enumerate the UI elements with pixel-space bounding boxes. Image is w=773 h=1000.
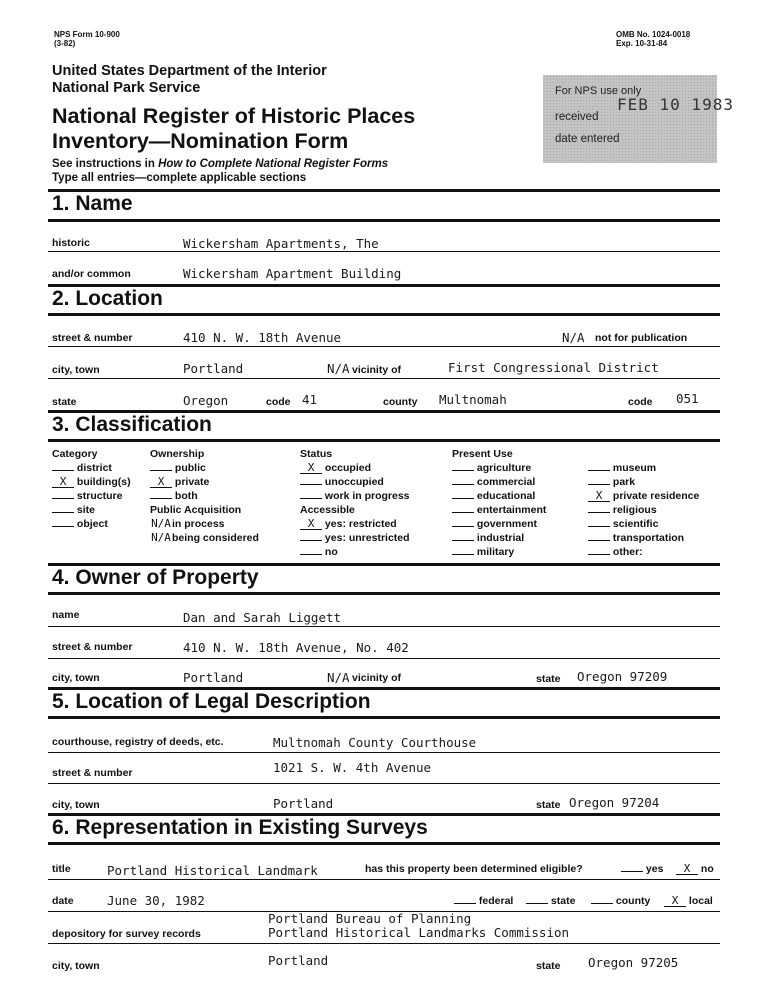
section-2-title: 2. Location [52, 287, 163, 310]
eligible-yes-option[interactable]: yes [621, 863, 663, 875]
section-6-title: 6. Representation in Existing Surveys [52, 816, 428, 839]
field-line [48, 251, 720, 252]
service-name: National Park Service [52, 80, 201, 96]
owner-vicinity-label: vicinity of [352, 672, 402, 684]
section-3-title: 3. Classification [52, 413, 212, 436]
ownership-heading: Ownership [150, 448, 205, 460]
accessible-option-unrestricted[interactable]: yes: unrestricted [300, 531, 410, 545]
department-name: United States Department of the Interior [52, 63, 327, 79]
street-number-field[interactable]: 410 N. W. 18th Avenue [183, 330, 342, 345]
use-option-industrial[interactable]: industrial [452, 531, 546, 545]
legal-street-field[interactable]: 1021 S. W. 4th Avenue [273, 760, 432, 775]
depository-label: depository for survey records [52, 928, 201, 940]
depository-state-label: state [536, 960, 561, 972]
present-use-heading: Present Use [452, 448, 513, 460]
courthouse-field[interactable]: Multnomah County Courthouse [273, 735, 477, 750]
instructions-line2: Type all entries—complete applicable sections [52, 172, 307, 184]
ownership-option-private[interactable]: X private [150, 475, 259, 489]
county-field[interactable]: Multnomah [439, 392, 507, 407]
use-option-educational[interactable]: educational [452, 489, 546, 503]
level-federal-option[interactable]: federal [454, 895, 513, 907]
received-stamp: FEB 10 1983 [617, 95, 734, 114]
ownership-option-public[interactable]: public [150, 461, 259, 475]
congressional-district-field[interactable]: First Congressional District [448, 360, 659, 375]
section-4-title: 4. Owner of Property [52, 566, 259, 589]
historic-name-field[interactable]: Wickersham Apartments, The [183, 236, 379, 251]
county-code-label: code [628, 396, 653, 408]
section-rule [48, 592, 720, 595]
state-code-field[interactable]: 41 [302, 392, 318, 407]
category-list [52, 461, 131, 531]
field-line [48, 783, 720, 784]
owner-street-label: street & number [52, 641, 133, 653]
date-entered-label: date entered [555, 133, 620, 145]
common-name-field[interactable]: Wickersham Apartment Building [183, 266, 402, 281]
owner-city-label: city, town [52, 672, 100, 684]
acquisition-option-being-considered[interactable]: N/Abeing considered [151, 531, 259, 544]
owner-state-field[interactable]: Oregon 97209 [577, 669, 668, 684]
legal-city-field[interactable]: Portland [273, 796, 334, 811]
status-list [300, 461, 410, 559]
state-code-label: code [266, 396, 291, 408]
owner-vicinity-mark[interactable]: N/A [327, 670, 350, 685]
status-option-unoccupied[interactable]: unoccupied [300, 475, 410, 489]
eligibility-question: has this property been determined eligible? [365, 863, 583, 875]
acquisition-option-in-process[interactable]: N/Ain process [151, 517, 225, 530]
historic-label: historic [52, 237, 90, 249]
survey-title-label: title [52, 863, 71, 875]
use-option-government[interactable]: government [452, 517, 546, 531]
nps-use-only-box [543, 75, 734, 163]
category-option-district[interactable]: district [52, 461, 131, 475]
section-1-title: 1. Name [52, 192, 133, 215]
use-option-commercial[interactable]: commercial [452, 475, 546, 489]
depository-state-field[interactable]: Oregon 97205 [588, 955, 679, 970]
accessible-option-restricted[interactable]: X yes: restricted [300, 517, 410, 531]
use-option-entertainment[interactable]: entertainment [452, 503, 546, 517]
use-option-museum[interactable]: museum [588, 461, 699, 475]
form-title-line1: National Register of Historic Places [52, 104, 416, 128]
form-title-line2: Inventory—Nomination Form [52, 129, 349, 153]
field-line [48, 626, 720, 627]
field-line [48, 879, 720, 880]
legal-street-label: street & number [52, 767, 133, 779]
level-county-option[interactable]: county [591, 895, 650, 907]
instructions-line1: See instructions in How to Complete National Register Forms [52, 158, 389, 170]
present-use-list-1 [452, 461, 546, 559]
use-option-agriculture[interactable]: agriculture [452, 461, 546, 475]
not-for-publication-mark[interactable]: N/A [562, 330, 585, 345]
field-line [48, 378, 720, 379]
use-option-transportation[interactable]: transportation [588, 531, 699, 545]
status-option-work-in-progress[interactable]: work in progress [300, 489, 410, 503]
form-date: (3-82) [54, 39, 76, 48]
received-label: received [555, 111, 599, 123]
field-line [48, 943, 720, 944]
use-option-scientific[interactable]: scientific [588, 517, 699, 531]
nps-box-heading: For NPS use only [555, 85, 642, 97]
use-option-park[interactable]: park [588, 475, 699, 489]
vicinity-label: vicinity of [352, 364, 402, 376]
section-5-title: 5. Location of Legal Description [52, 690, 371, 713]
category-option-buildings[interactable]: X building(s) [52, 475, 131, 489]
use-option-religious[interactable]: religious [588, 503, 699, 517]
category-option-object[interactable]: object [52, 517, 131, 531]
county-label: county [383, 396, 418, 408]
depository-city-field[interactable]: Portland [268, 953, 329, 968]
county-code-field[interactable]: 051 [676, 391, 699, 406]
survey-date-label: date [52, 895, 74, 907]
level-state-option[interactable]: state [526, 895, 575, 907]
state-label: state [52, 396, 77, 408]
use-option-military[interactable]: military [452, 545, 546, 559]
section-rule [48, 716, 720, 719]
owner-name-label: name [52, 609, 80, 621]
present-use-list-2 [588, 461, 699, 559]
eligible-no-option[interactable]: X no [676, 863, 714, 875]
state-field[interactable]: Oregon [183, 393, 229, 408]
legal-state-field[interactable]: Oregon 97204 [569, 795, 660, 810]
accessible-heading: Accessible [300, 504, 355, 516]
survey-title-field[interactable]: Portland Historical Landmark [107, 863, 318, 878]
city-town-field[interactable]: Portland [183, 361, 244, 376]
form-number: NPS Form 10-900 [54, 30, 120, 39]
depository-city-label: city, town [52, 960, 100, 972]
survey-date-field[interactable]: June 30, 1982 [107, 893, 205, 908]
section-rule [48, 313, 720, 316]
depository-field-line1[interactable]: Portland Bureau of Planning [268, 911, 472, 926]
courthouse-label: courthouse, registry of deeds, etc. [52, 736, 224, 748]
omb-number: OMB No. 1024-0018 [616, 30, 691, 39]
owner-name-field[interactable]: Dan and Sarah Liggett [183, 610, 342, 625]
category-option-site[interactable]: site [52, 503, 131, 517]
street-number-label: street & number [52, 332, 133, 344]
owner-city-field[interactable]: Portland [183, 670, 244, 685]
vicinity-mark[interactable]: N/A [327, 361, 350, 376]
ownership-list [150, 461, 259, 545]
accessible-option-no[interactable]: no [300, 545, 410, 559]
status-option-occupied[interactable]: X occupied [300, 461, 410, 475]
section-rule [48, 842, 720, 845]
category-option-structure[interactable]: structure [52, 489, 131, 503]
owner-state-label: state [536, 673, 561, 685]
field-line [48, 658, 720, 659]
expiration-date: Exp. 10-31-84 [616, 39, 668, 48]
category-heading: Category [52, 448, 98, 460]
field-line [48, 752, 720, 753]
use-option-private-residence[interactable]: X private residence [588, 489, 699, 503]
not-for-publication-label: not for publication [595, 332, 688, 344]
use-option-other[interactable]: other: [588, 545, 699, 559]
field-line [48, 346, 720, 347]
level-local-option[interactable]: X local [664, 895, 713, 907]
section-rule [48, 189, 720, 192]
ownership-option-both[interactable]: both [150, 489, 259, 503]
section-rule [48, 219, 720, 222]
section-rule [48, 439, 720, 442]
legal-city-label: city, town [52, 799, 100, 811]
depository-field-line2[interactable]: Portland Historical Landmarks Commission [268, 925, 570, 940]
public-acquisition-heading: Public Acquisition [150, 504, 242, 516]
city-town-label: city, town [52, 364, 100, 376]
status-heading: Status [300, 448, 333, 460]
legal-state-label: state [536, 799, 561, 811]
owner-street-field[interactable]: 410 N. W. 18th Avenue, No. 402 [183, 640, 409, 655]
common-name-label: and/or common [52, 268, 131, 280]
